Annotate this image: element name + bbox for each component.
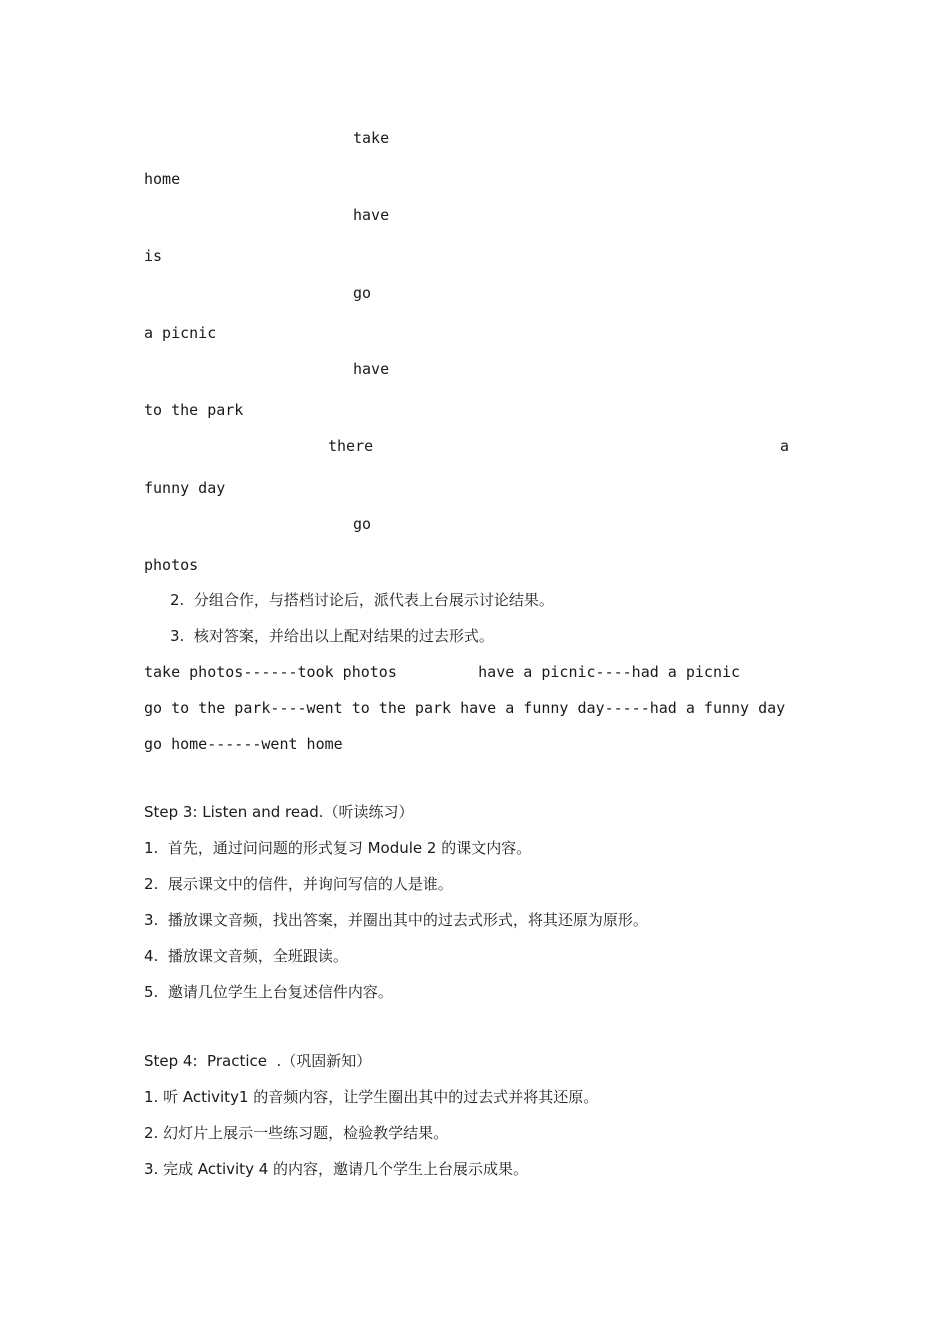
match-left-4: to the park	[144, 401, 244, 419]
match-right-4: have	[353, 360, 390, 378]
step3-item-1: 1. 首先，通过问问题的形式复习 Module 2 的课文内容。	[144, 839, 532, 857]
answer-line-3: go home------went home	[144, 735, 343, 753]
match-left-6: photos	[144, 556, 199, 574]
step4-item-1: 1. 听 Activity1 的音频内容，让学生圈出其中的过去式并将其还原。	[144, 1088, 599, 1106]
match-right-1: take	[353, 129, 390, 147]
answer-line-1: take photos------took photos have a picnic----had a picnic	[144, 663, 741, 681]
match-right-6: go	[353, 515, 372, 533]
match-right-5: there	[328, 437, 374, 455]
step3-item-4: 4. 播放课文音频，全班跟读。	[144, 947, 348, 965]
match-left-2: is	[144, 247, 163, 265]
step3-title: Step 3: Listen and read.（听读练习）	[144, 803, 414, 821]
match-left-3: a picnic	[144, 324, 217, 342]
step4-item-2: 2. 幻灯片上展示一些练习题，检验教学结果。	[144, 1124, 449, 1142]
step4-item-3: 3. 完成 Activity 4 的内容，邀请几个学生上台展示成果。	[144, 1160, 529, 1178]
match-right-5b: a	[780, 437, 790, 455]
match-right-3: go	[353, 284, 372, 302]
step3-item-5: 5. 邀请几位学生上台复述信件内容。	[144, 983, 393, 1001]
match-right-2: have	[353, 206, 390, 224]
matching-step-3: 3. 核对答案，并给出以上配对结果的过去形式。	[170, 627, 494, 645]
match-left-5: funny day	[144, 479, 226, 497]
step3-item-2: 2. 展示课文中的信件，并询问写信的人是谁。	[144, 875, 453, 893]
step3-item-3: 3. 播放课文音频，找出答案，并圈出其中的过去式形式，将其还原为原形。	[144, 911, 648, 929]
answer-line-2: go to the park----went to the park have a funny day-----had a funny day	[144, 699, 786, 717]
match-left-1: home	[144, 170, 181, 188]
step4-title: Step 4: Practice .（巩固新知）	[144, 1052, 372, 1070]
matching-step-2: 2. 分组合作，与搭档讨论后，派代表上台展示讨论结果。	[170, 591, 554, 609]
